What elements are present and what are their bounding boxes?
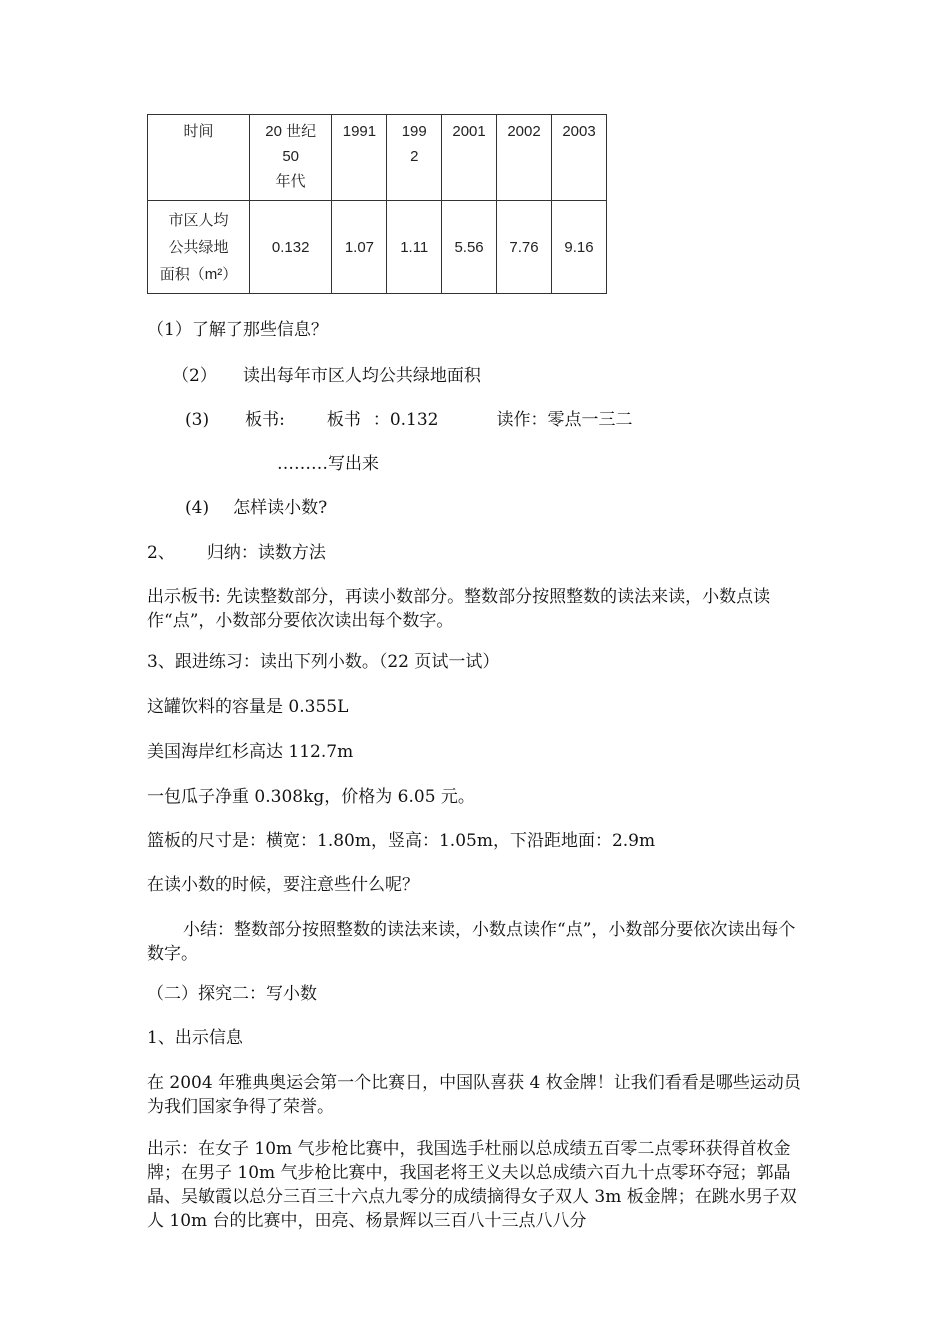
show-paragraph: 出示：在女子 10m 气步枪比赛中，我国选手杜丽以总成绩五百零二点零环获得首枚金牌；在男子 10m 气步枪比赛中，我国老将王义夫以总成绩六百九十点零环夺冠；郭晶晶、吴敏霞以总分三百三十六点九零分的成绩摘得女子双人 3m 板金牌；在跳水男子双人 10m 台的比赛中，田亮、杨景辉以三百八十三点八八分: [147, 1139, 797, 1231]
part-2-heading: （二）探究二：写小数: [147, 984, 317, 1004]
row-label: 市区人均 公共绿地 面积（m²）: [148, 201, 250, 294]
board-label-b: 板书: [326, 410, 361, 430]
question-4-number: (4): [185, 498, 210, 518]
attention-question: 在读小数的时候，要注意些什么呢？: [147, 875, 419, 895]
green-area-table: [147, 114, 607, 294]
exercise-2: 美国海岸红杉高达 112.7m: [147, 742, 354, 762]
year-cell: 1991: [332, 115, 387, 201]
question-4: [185, 496, 327, 520]
question-2-text: 读出每年市区人均公共绿地面积: [242, 366, 481, 386]
value-cell: 9.16: [552, 201, 607, 294]
section-2-heading: [147, 541, 326, 565]
question-3: [185, 408, 633, 432]
board-value: ：0.132: [372, 410, 439, 430]
board-label-a: 板书:: [245, 410, 285, 430]
exercise-1: 这罐饮料的容量是 0.355L: [147, 697, 349, 717]
section-3-heading: 3、跟进练习：读出下列小数。（22 页试一试）: [147, 652, 500, 672]
value-cell: 1.11: [387, 201, 442, 294]
write-out-line: ………写出来: [277, 454, 379, 474]
question-1: （1）了解了那些信息？: [147, 320, 328, 340]
exercise-4: 篮板的尺寸是：横宽：1.80m，竖高：1.05m，下沿距地面：2.9m: [147, 831, 656, 851]
question-3-number: (3): [185, 410, 210, 430]
board-paragraph: 出示板书: 先读整数部分，再读小数部分。整数部分按照整数的读法来读，小数点读作“点”，小数部分要依次读出每个数字。: [147, 587, 771, 631]
year-cell: 20 世纪 50 年代: [249, 115, 332, 201]
question-2: [172, 364, 481, 388]
value-cell: 0.132: [249, 201, 332, 294]
exercise-3: 一包瓜子净重 0.308kg，价格为 6.05 元。: [147, 787, 475, 807]
question-4-text: 怎样读小数?: [233, 498, 328, 518]
table-header-label: 时间: [148, 115, 250, 201]
reading: 读作：零点一三二: [496, 410, 633, 430]
value-cell: 1.07: [332, 201, 387, 294]
value-cell: 5.56: [442, 201, 497, 294]
year-cell: 2003: [552, 115, 607, 201]
year-cell: 2002: [497, 115, 552, 201]
question-2-number: （2）: [172, 366, 217, 386]
year-cell: 2001: [442, 115, 497, 201]
olympic-paragraph: 在 2004 年雅典奥运会第一个比赛日，中国队喜获 4 枚金牌！让我们看看是哪些运动员为我们国家争得了荣誉。: [147, 1073, 801, 1117]
value-cell: 7.76: [497, 201, 552, 294]
summary-paragraph: 小结：整数部分按照整数的读法来读，小数点读作“点”，小数部分要依次读出每个数字。: [147, 920, 796, 964]
section-2-number: 2、: [147, 543, 175, 563]
part-2-step-1: 1、出示信息: [147, 1028, 243, 1048]
section-2-text: 归纳：读数方法: [206, 543, 326, 563]
year-cell: 199 2: [387, 115, 442, 201]
